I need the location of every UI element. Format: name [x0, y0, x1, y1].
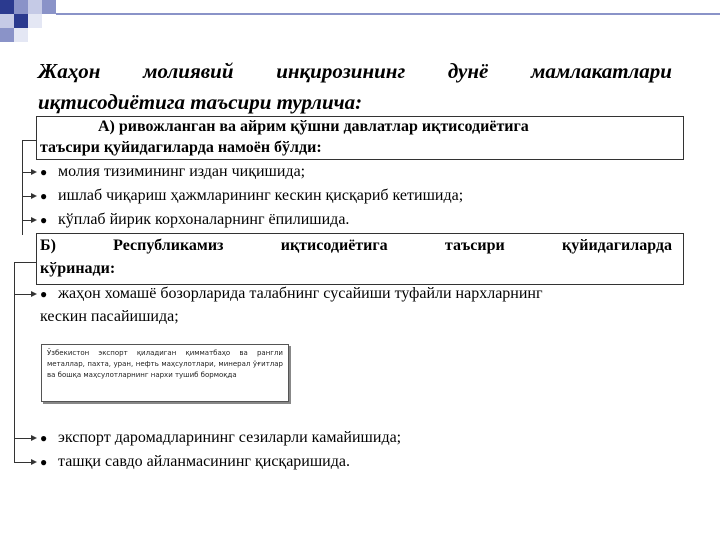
- connector-branch-b1: [14, 294, 32, 295]
- section-a-item-3: [40, 210, 349, 230]
- section-b-line1: Б) Республикамиз иқтисодиётига таъсири қуйидагиларда: [40, 237, 672, 254]
- connector-stub-a: [22, 140, 36, 141]
- decor-square-5: [0, 14, 14, 28]
- bottom-item-1: [40, 428, 401, 448]
- bottom-item-1-text: экспорт даромадларининг сезиларли камайишида;: [58, 429, 402, 446]
- connector-stub-b: [14, 262, 36, 263]
- decor-square-4: [14, 14, 28, 28]
- section-b-line2: кўринади:: [40, 260, 116, 277]
- arrow-b2-icon: [31, 435, 37, 441]
- connector-trunk-b: [14, 262, 15, 462]
- section-a-line2: таъсири қуйидагиларда намоён бўлди:: [40, 139, 322, 156]
- decor-square-7: [0, 28, 14, 42]
- section-a-item-2-text: ишлаб чиқариш ҳажмларининг кескин қисқариб кетишида;: [58, 187, 464, 204]
- section-a-item-1: [40, 162, 305, 182]
- arrow-a3-icon: [31, 217, 37, 223]
- arrow-b3-icon: [31, 459, 37, 465]
- section-a-item-1-text: молия тизимининг издан чиқишида;: [58, 163, 306, 180]
- section-a-line1: А) ривожланган ва айрим қўшни давлатлар иқтисодиётига: [98, 118, 529, 135]
- bullet-icon: ●: [40, 213, 48, 227]
- connector-branch-b3: [14, 462, 32, 463]
- decor-square-9: [14, 28, 28, 42]
- header-rule: [56, 13, 720, 15]
- decor-square-1: [0, 0, 14, 14]
- section-a-item-3-text: кўплаб йирик корхоналарнинг ёпилишида.: [58, 211, 350, 228]
- decor-square-3: [28, 0, 42, 14]
- section-a-item-2: [40, 186, 463, 206]
- bullet-icon: ●: [40, 165, 48, 179]
- bullet-icon: ●: [40, 189, 48, 203]
- slide-title-line2: иқтисодиётига таъсири турлича:: [38, 90, 363, 114]
- connector-branch-b2: [14, 438, 32, 439]
- decor-square-8: [42, 0, 56, 14]
- section-b-item: [40, 284, 543, 304]
- bottom-item-2: [40, 452, 350, 472]
- section-b-item-cont: кескин пасайишида;: [40, 308, 179, 325]
- arrow-a1-icon: [31, 169, 37, 175]
- bullet-icon: ●: [40, 287, 48, 301]
- section-b-item-text-line1: жаҳон хомашё бозорларида талабнинг сусайиши туфайли нархларнинг: [58, 285, 543, 302]
- arrow-b1-icon: [31, 291, 37, 297]
- bottom-item-2-text: ташқи савдо айланмасининг қисқаришида.: [58, 453, 350, 470]
- bullet-icon: ●: [40, 431, 48, 445]
- decor-square-2: [14, 0, 28, 14]
- arrow-a2-icon: [31, 193, 37, 199]
- note-box: Ўзбекистон экспорт қиладиган қимматбаҳо ва рангли металлар, пахта, уран, нефть маҳсулотлари, минерал ўғитлар ва бошқа маҳсулотларнинг нархи тушиб бормоқда: [41, 344, 289, 402]
- bullet-icon: ●: [40, 455, 48, 469]
- slide-title-line1: Жаҳон молиявий инқирозининг дунё мамлакатлари: [38, 59, 672, 83]
- decor-square-6: [28, 14, 42, 28]
